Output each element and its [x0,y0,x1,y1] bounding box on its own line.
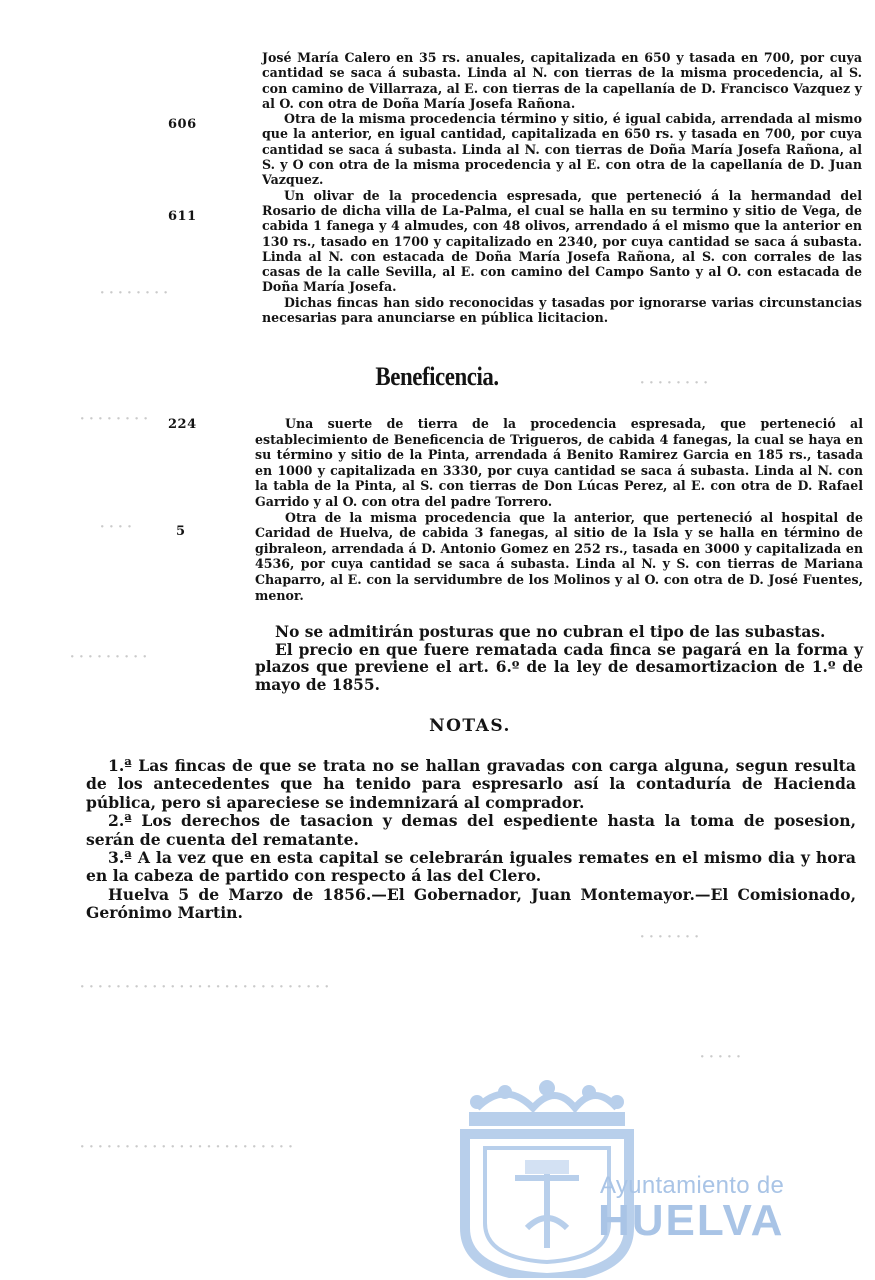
bleed-through-text: · · · · · · · · · · · · · · · · · · · · · · · · [80,1140,293,1155]
bleed-through-text: · · · · [100,520,132,535]
bleed-through-text: · · · · · · · · [100,286,168,301]
note: 3.ª A la vez que en esta capital se celebrarán iguales remates en el mismo dia y hora en la cabeza de partido con respecto á las del Clero. [86,848,856,886]
bleed-through-text: · · · · · · · · · · · · · · · · · · · · · · · · · · · · [80,980,329,995]
paragraph: Un olivar de la procedencia espresada, que perteneció á la hermandad del Rosario de dicha villa de La-Palma, el cual se halla en su termino y sitio de Vega, de cabida 1 fanega y 4 almudes, con 48 olivos, arrendado á el mismo que la anterior en 130 rs., tasado en 1700 y capitalizado en 2340, por cuya cantidad se saca á subasta. Linda al N. con estacada de Doña María Josefa Rañona, al S. con corrales de las casas de la calle Sevilla, al E. con camino del Campo Santo y al O. con estacada de Doña María Josefa. [262,187,862,295]
paragraph: Otra de la misma procedencia término y sitio, é igual cabida, arrendada al mismo que la anterior, en igual cantidad, capitalizada en 650 rs. y tasada en 700, por cuya cantidad se saca á subasta. Linda al N. con tierras de Doña María Josefa Rañona, al S. y O con otra de la misma procedencia y al E. con otra de la capellanía de D. Juan Vazquez. [262,111,862,188]
lot-number: 611 [168,209,197,224]
notes-title: NOTAS. [429,716,511,736]
clero-section [262,50,862,325]
condition: No se admitirán posturas que no cubran el tipo de las subastas. [275,623,826,641]
lot-number: 224 [168,417,197,432]
note: 2.ª Los derechos de tasacion y demas del espediente hasta la toma de posesion, serán de cuenta del rematante. [86,811,856,849]
note: 1.ª Las fincas de que se trata no se hallan gravadas con carga alguna, segun resulta de los antecedentes que ha tenido para espresarlo así la contaduría de Hacienda pública, pero si apareciese se indemnizará al comprador. [86,756,856,812]
section-title: Beneficencia. [375,362,500,391]
conditions-section [255,624,863,694]
paragraph: Una suerte de tierra de la procedencia espresada, que perteneció al establecimiento de Beneficencia de Trigueros, de cabida 4 fanegas, la cual se haya en su término y sitio de la Pinta, arrendada á Benito Ramirez Garcia en 185 rs., tasada en 1000 y capitalizada en 3330, por cuya cantidad se saca á subasta. Linda al N. con la tabla de la Pinta, al S. con tierras de Don Lúcas Perez, al E. con otra de D. Rafael Garrido y al O. con otra del padre Torrero. [255,416,863,509]
bleed-through-text: · · · · · · · · [80,412,148,427]
bleed-through-text: · · · · · · · · · [70,650,147,665]
watermark-line2: HUELVA [598,1196,785,1245]
condition: El precio en que fuere rematada cada finca se pagará en la forma y plazos que previene el art. 6.º de la ley de desamortizacion de 1.º de mayo de 1855. [255,640,863,694]
paragraph: Otra de la misma procedencia que la anterior, que perteneció al hospital de Caridad de Huelva, de cabida 3 fanegas, al sitio de la Isla y se halla en término de gibraleon, arrendada á D. Antonio Gomez en 252 rs., tasada en 3000 y capitalizada en 4536, por cuya cantidad se saca á subasta. Linda al N. y S. con tierras de Mariana Chaparro, al E. con la servidumbre de los Molinos y al O. con otra de D. José Fuentes, menor. [255,509,863,603]
beneficencia-section [255,416,863,603]
bleed-through-text: · · · · · [700,1050,741,1065]
paragraph: Dichas fincas han sido reconocidas y tasadas por ignorarse varias circunstancias necesarias para anunciarse en pública licitacion. [262,294,862,326]
paragraph: José María Calero en 35 rs. anuales, capitalizada en 650 y tasada en 700, por cuya cantidad se saca á subasta. Linda al N. con tierras de la misma procedencia, al S. con camino de Villarraza, al E. con tierras de la capellanía de D. Francisco Vazquez y al O. con otra de Doña María Josefa Rañona. [262,50,862,111]
lot-number: 606 [168,117,197,132]
watermark-line1: Ayuntamiento de [600,1172,785,1199]
signature: Huelva 5 de Marzo de 1856.—El Gobernador, Juan Montemayor.—El Comisionado, Gerónimo Martin. [86,884,856,923]
bleed-through-text: · · · · · · · · [640,376,708,391]
lot-number: 5 [176,524,186,539]
bleed-through-text: · · · · · · · [640,930,699,945]
notes-section [86,757,856,923]
